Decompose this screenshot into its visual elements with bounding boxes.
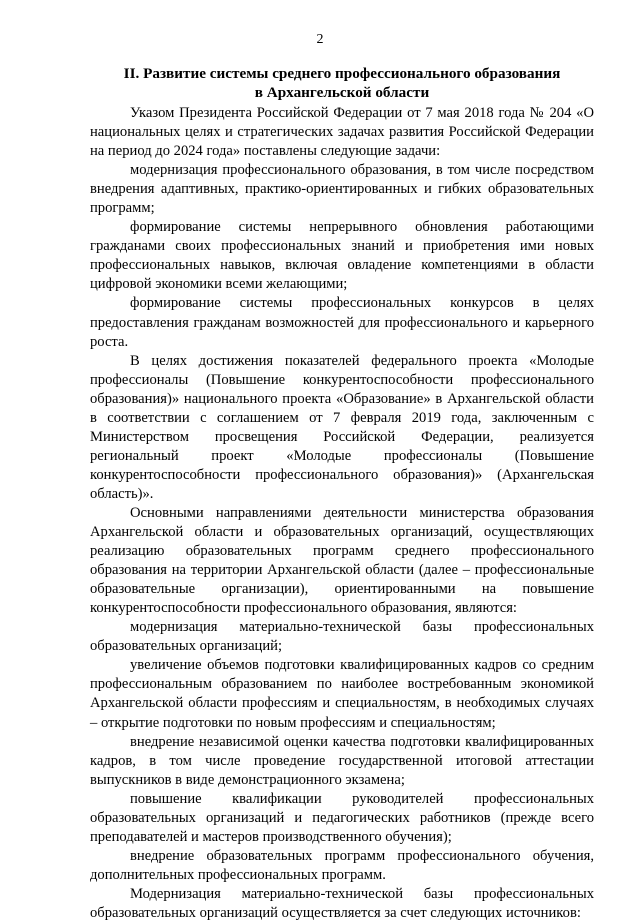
section-heading (90, 64, 594, 102)
paragraph-task-continuous-learning: формирование системы непрерывного обновления работающими гражданами своих профессиональных знаний и приобретения ими новых профессиональных навыков, включая овладение компетенциями в области цифровой экономики всеми желающими; (90, 219, 594, 293)
paragraph-funding-sources: Модернизация материально-технической базы профессиональных образовательных организаций осуществляется за счет следующих источников: (90, 885, 594, 921)
paragraph-direction-training-volume: увеличение объемов подготовки квалифицированных кадров со средним профессиональным образованием по наиболее востребованным экономикой Архангельской области профессиям и специальностям, в необходимых случаях – открытие подготовки по новым профессиям и специальностям; (90, 657, 594, 731)
paragraph-direction-qualification: повышение квалификации руководителей профессиональных образовательных организаций и педагогических работников (прежде всего преподавателей и мастеров производственного обучения); (90, 790, 594, 845)
paragraph-federal-project: В целях достижения показателей федерального проекта «Молодые профессионалы (Повышение конкурентоспособности профессионального образования)» национального проекта «Образование» в Архангельской области в соответствии с соглашением от 7 февраля 2019 года, заключенным с Министерством просвещения Российской Федерации, реализуется региональный проект «Молодые профессионалы (Повышение конкурентоспособности профессионального образования)» (Архангельская область)». (90, 352, 594, 502)
paragraph-direction-programs: внедрение образовательных программ профессионального обучения, дополнительных профессиональных программ. (90, 847, 594, 883)
paragraph-decree: Указом Президента Российской Федерации от 7 мая 2018 года № 204 «О национальных целях и стратегических задачах развития Российской Федерации на период до 2024 года» поставлены следующие задачи: (90, 105, 594, 160)
paragraph-direction-quality-assessment: внедрение независимой оценки качества подготовки квалифицированных кадров, в том числе проведение государственной итоговой аттестации выпускников в виде демонстрационного экзамена; (90, 733, 594, 788)
paragraph-task-modernization: модернизация профессионального образования, в том числе посредством внедрения адаптивных, практико-ориентированных и гибких образовательных программ; (90, 162, 594, 217)
paragraph-task-competitions: формирование системы профессиональных конкурсов в целях предоставления гражданам возможностей для профессионального и карьерного роста. (90, 295, 594, 350)
page-number: 2 (316, 32, 324, 47)
section-heading-line-2: в Архангельской области (254, 84, 430, 101)
section-heading-line-1: II. Развитие системы среднего профессионального образования (123, 65, 561, 82)
document-body (90, 104, 594, 923)
paragraph-main-directions: Основными направлениями деятельности министерства образования Архангельской области и образовательных организаций, осуществляющих реализацию образовательных программ среднего профессионального образования на территории Архангельской области (далее – профессиональные образовательные организации), ориентированными на повышение конкурентоспособности профессионального образования, являются: (90, 504, 594, 617)
paragraph-direction-material-base: модернизация материально-технической базы профессиональных образовательных организаций; (90, 619, 594, 655)
